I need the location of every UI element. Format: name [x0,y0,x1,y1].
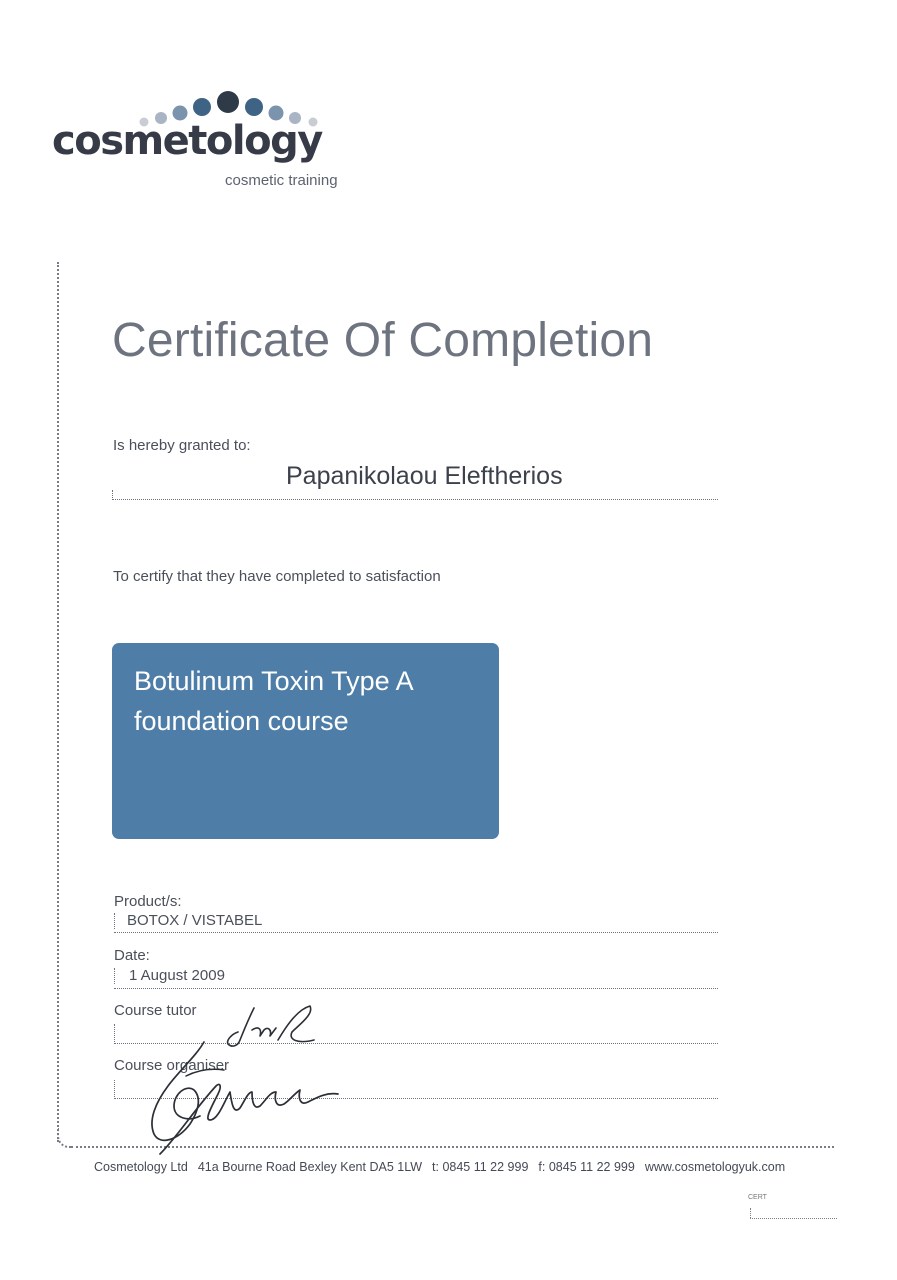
course-title [134,661,414,741]
date-line [114,988,718,989]
footer-company: Cosmetology Ltd [94,1160,188,1174]
organiser-label: Course organiser [114,1057,230,1074]
logo-dot [245,98,263,116]
field-tick [114,913,115,929]
certify-text: To certify that they have completed to satisfaction [113,568,441,585]
tutor-label: Course tutor [114,1002,197,1019]
field-tick [114,968,115,984]
organiser-signature [138,1036,348,1156]
cert-label: CERT [748,1194,767,1201]
recipient-name: Papanikolaou Eleftherios [286,462,563,490]
products-line [114,932,718,933]
date-value: 1 August 2009 [129,967,225,984]
frame-corner [57,1128,73,1148]
cert-line [750,1218,837,1219]
products-value: BOTOX / VISTABEL [127,912,263,929]
logo-dot [217,91,239,113]
logo-tagline: cosmetic training [225,172,338,189]
field-tick [114,1024,115,1042]
field-tick [750,1208,751,1218]
course-title-line-1: Botulinum Toxin Type A [134,666,414,696]
course-title-line-2: foundation course [134,706,349,736]
frame-border-left [57,262,59,1142]
footer-website: www.cosmetologyuk.com [644,1160,786,1174]
field-tick [114,1080,115,1097]
logo-wordmark: cosmetology [52,118,322,164]
footer-address: 41a Bourne Road Bexley Kent DA5 1LW [197,1160,423,1174]
footer-phone: t: 0845 11 22 999 [432,1160,529,1174]
date-label: Date: [114,947,150,964]
course-box [112,643,499,839]
recipient-line [112,499,718,500]
logo-dot [193,98,211,116]
footer-fax: f: 0845 11 22 999 [538,1160,635,1174]
footer [94,1160,795,1174]
products-label: Product/s: [114,893,182,910]
granted-label: Is hereby granted to: [113,437,251,454]
certificate-title: Certificate Of Completion [112,314,654,367]
